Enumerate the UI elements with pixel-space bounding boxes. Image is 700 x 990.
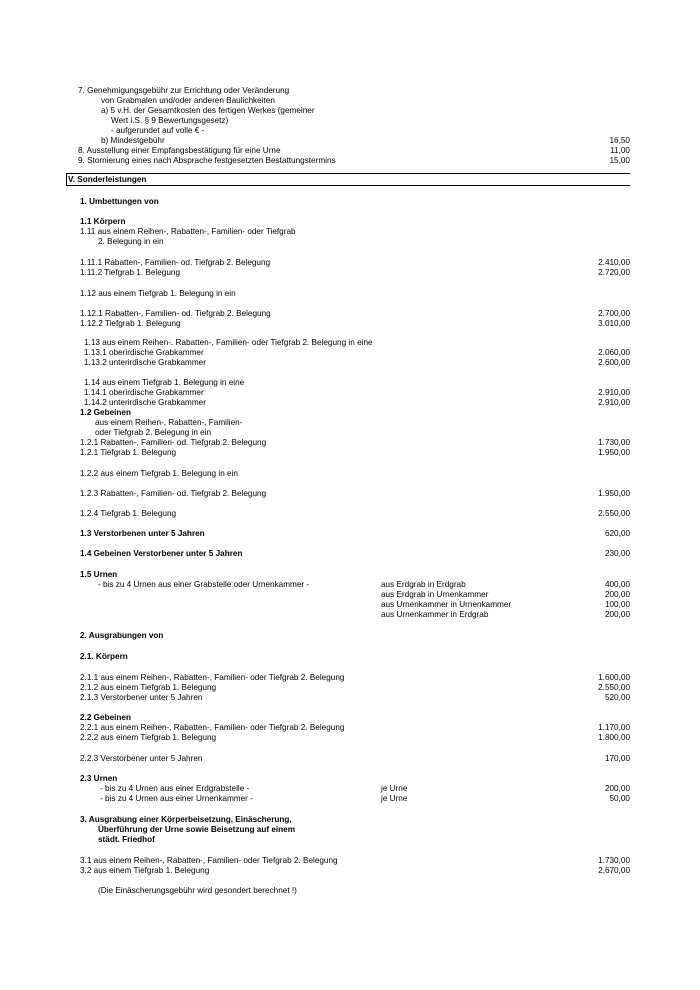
line-text: 2. Ausgrabungen von: [80, 631, 164, 640]
line-text: a) 5 v.H. der Gesamtkosten des fertigen Werkes (gemeiner: [101, 106, 315, 115]
line-text: 1.12.1 Rabatten-, Familien- od. Tiefgrab 2. Belegung: [80, 309, 271, 318]
line-amount: 200,00: [604, 610, 630, 619]
line-amount: 1.600,00: [598, 673, 630, 682]
line-text: 2. Belegung in ein: [98, 237, 164, 246]
line-text: - bis zu 4 Urnen aus einer Grabstelle oder Urnenkammer -: [98, 580, 310, 589]
line-text: 1.5 Urnen: [80, 570, 118, 579]
line-amount: 2.550,00: [598, 509, 630, 518]
line-amount: 50,00: [609, 794, 630, 803]
line-text: aus einem Reihen-, Rabatten-, Familien-: [95, 418, 243, 427]
line-amount: 2.720,00: [598, 268, 630, 277]
line-amount: 200,00: [604, 784, 630, 793]
line-amount: 1.730,00: [598, 856, 630, 865]
line-note: aus Erdgrab in Urnenkammer: [381, 590, 489, 599]
line-amount: 2.550,00: [598, 683, 630, 692]
line-text: 1.12.2 Tiefgrab 1. Belegung: [80, 319, 181, 328]
line-amount: 15,00: [609, 156, 630, 165]
line-text: 1.3 Verstorbenen unter 5 Jahren: [80, 529, 205, 538]
line-text: 1.11 aus einem Reihen-, Rabatten-, Familien- oder Tiefgrab: [80, 227, 296, 236]
line-amount: 2.910,00: [598, 398, 630, 407]
line-text: 1.1 Körpern: [80, 217, 126, 226]
line-text: 1.2.1 Rabatten-, Familien- od. Tiefgrab 2. Belegung: [80, 438, 267, 447]
line-amount: 2.060,00: [598, 348, 630, 357]
line-text: 2.3 Urnen: [80, 774, 118, 783]
line-note: je Urne: [381, 784, 408, 793]
line-text: 2.1.3 Verstorbener unter 5 Jahren: [80, 693, 203, 702]
line-text: 1.13.2 unterirdische Grabkammer: [84, 358, 206, 367]
line-text: 1.14.2 unterirdische Grabkammer: [84, 398, 206, 407]
line-text: 2.1. Körpern: [80, 652, 128, 661]
line-text: V. Sonderleistungen: [68, 175, 147, 184]
line-text: Wert i.S. § 9 Bewertungsgesetz): [111, 116, 229, 125]
line-text: 1.2.1 Tiefgrab 1. Belegung: [80, 448, 177, 457]
line-text: 8. Ausstellung einer Empfangsbestätigung für eine Urne: [78, 146, 281, 155]
line-text: 3.2 aus einem Tiefgrab 1. Belegung: [80, 866, 210, 875]
section-rule-bottom: [66, 185, 630, 186]
line-amount: 2.910,00: [598, 388, 630, 397]
line-amount: 1.730,00: [598, 438, 630, 447]
line-text: 2.1.1 aus einem Reihen-, Rabatten-, Familien- oder Tiefgrab 2. Belegung: [80, 673, 345, 682]
line-text: (Die Einäscherungsgebühr wird gesondert berechnet !): [98, 886, 297, 895]
line-amount: 1.800,00: [598, 733, 630, 742]
line-amount: 2.670,00: [598, 866, 630, 875]
line-text: oder Tiefgrab 2. Belegung in ein: [95, 428, 212, 437]
line-text: - bis zu 4 Urnen aus einer Urnenkammer -: [100, 794, 253, 803]
line-amount: 100,00: [604, 600, 630, 609]
line-text: 9. Stornierung eines nach Absprache festgesetzten Bestattungstermins: [78, 156, 336, 165]
line-text: Überführung der Urne sowie Beisetzung auf einem: [98, 825, 295, 834]
line-text: 3.1 aus einem Reihen-, Rabatten-, Familien- oder Tiefgrab 2. Belegung: [80, 856, 338, 865]
line-text: 2.1.2 aus einem Tiefgrab 1. Belegung: [80, 683, 217, 692]
line-text: 1.13 aus einem Reihen-. Rabatten-, Familien- oder Tiefgrab 2. Belegung in eine: [84, 338, 373, 347]
line-text: 1.14.1 oberirdische Grabkammer: [84, 388, 204, 397]
line-text: 1.2 Gebeinen: [80, 408, 131, 417]
line-text: 1.14 aus einem Tiefgrab 1. Belegung in eine: [84, 378, 245, 387]
line-text: 1. Umbettungen von: [80, 197, 159, 206]
line-amount: 200,00: [604, 590, 630, 599]
line-amount: 1.170,00: [598, 723, 630, 732]
line-note: je Urne: [381, 794, 408, 803]
line-text: 1.2.4 Tiefgrab 1. Belegung: [80, 509, 177, 518]
section-rule-left: [66, 173, 67, 186]
line-amount: 1.950,00: [598, 489, 630, 498]
line-text: b) Mindestgebühr: [101, 136, 165, 145]
line-text: 2.2 Gebeinen: [80, 713, 131, 722]
line-amount: 11,00: [610, 146, 630, 155]
line-text: 2.2.3 Verstorbener unter 5 Jahren: [80, 754, 203, 763]
line-amount: 230,00: [604, 549, 630, 558]
line-text: 1.4 Gebeinen Verstorbener unter 5 Jahren: [80, 549, 243, 558]
line-text: 1.12 aus einem Tiefgrab 1. Belegung in ein: [80, 289, 236, 298]
line-amount: 2.410,00: [598, 258, 630, 267]
line-note: aus Urnenkammer in Erdgrab: [381, 610, 489, 619]
line-amount: 400,00: [604, 580, 630, 589]
line-text: 1.2.2 aus einem Tiefgrab 1. Belegung in ein: [80, 469, 238, 478]
line-text: 7. Genehmigungsgebühr zur Errichtung oder Veränderung: [78, 86, 290, 95]
line-amount: 16,50: [609, 136, 630, 145]
line-text: städt. Friedhof: [98, 835, 155, 844]
line-note: aus Erdgrab in Erdgrab: [381, 580, 466, 589]
line-amount: 2.700,00: [598, 309, 630, 318]
line-amount: 170,00: [604, 754, 630, 763]
line-text: 3. Ausgrabung einer Körperbeisetzung, Einäscherung,: [80, 815, 292, 824]
line-text: 2.2.1 aus einem Reihen-, Rabatten-, Familien- oder Tiefgrab 2. Belegung: [80, 723, 345, 732]
line-amount: 1.950,00: [598, 448, 630, 457]
line-amount: 620,00: [604, 529, 630, 538]
line-text: 1.11.2 Tiefgrab 1. Belegung: [80, 268, 180, 277]
section-rule-top: [66, 173, 630, 174]
line-amount: 520,00: [604, 693, 630, 702]
line-text: - bis zu 4 Urnen aus einer Erdgrabstelle -: [100, 784, 250, 793]
line-note: aus Urnenkammer in Urnenkammer: [381, 600, 512, 609]
line-amount: 2.600,00: [598, 358, 630, 367]
line-text: 2.2.2 aus einem Tiefgrab 1. Belegung: [80, 733, 217, 742]
line-text: 1.2.3 Rabatten-, Familien- od. Tiefgrab 2. Belegung: [80, 489, 267, 498]
line-text: von Grabmalen und/oder anderen Baulichkeiten: [101, 96, 275, 105]
line-text: - aufgerundet auf volle € -: [111, 126, 205, 135]
line-text: 1.11.1 Rabatten-, Familien- od. Tiefgrab 2. Belegung: [80, 258, 271, 267]
line-amount: 3.010,00: [598, 319, 630, 328]
line-text: 1.13.1 oberirdische Grabkammer: [84, 348, 204, 357]
